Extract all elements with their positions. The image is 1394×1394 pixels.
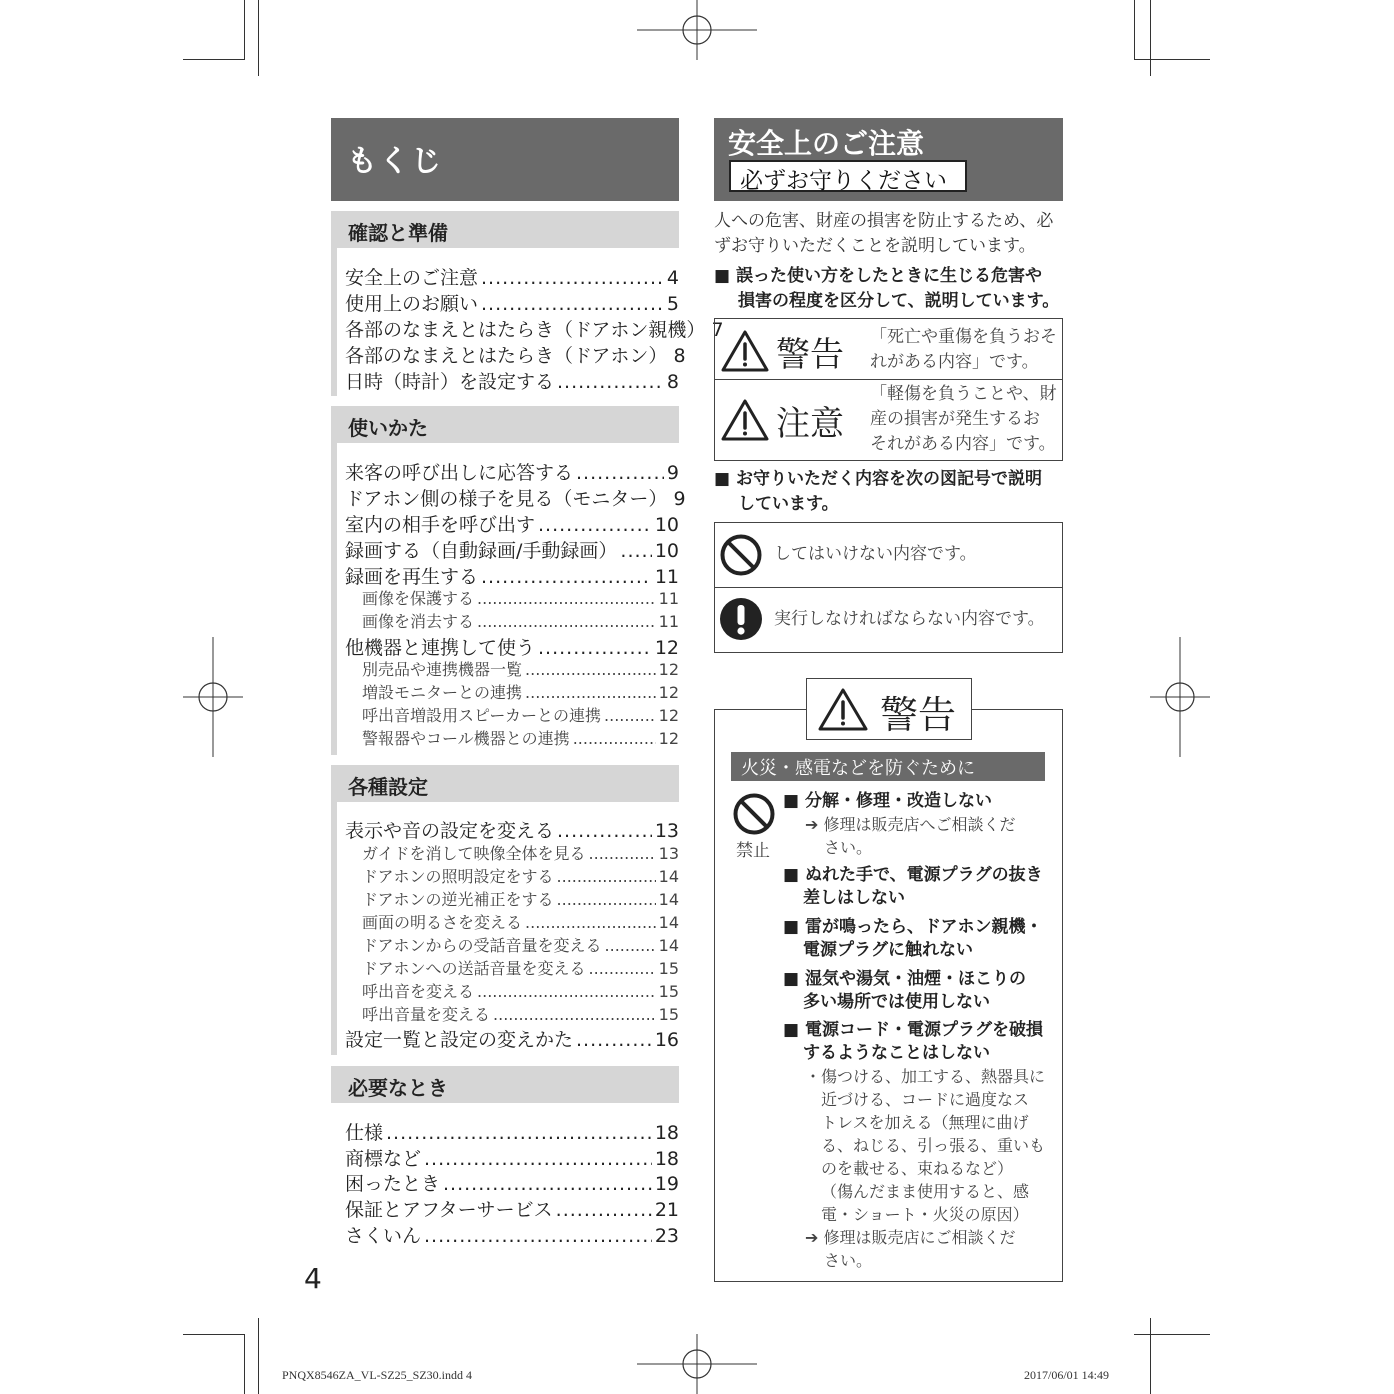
caution-description-line: それがある内容」です。 — [870, 434, 1056, 454]
toc-entry-page: 10 — [654, 514, 679, 536]
toc-entry[interactable] — [345, 289, 679, 315]
toc-entry-label: ガイドを消して映像全体を見る — [362, 844, 586, 863]
crop-mark — [183, 1334, 245, 1335]
toc-entry-label: 録画する（自動録画/手動録画） — [345, 540, 618, 562]
warning-detail-line: ・傷つける、加工する、熱器具に — [805, 1067, 1046, 1086]
toc-entry-label: ドアホンの逆光補正をする — [362, 890, 554, 909]
toc-entry[interactable] — [345, 1221, 679, 1247]
registration-mark-right — [1150, 637, 1210, 757]
safety-subtitle-box — [729, 160, 967, 192]
warning-item-line: 電源プラグに触れない — [803, 940, 973, 960]
crop-mark — [244, 1334, 245, 1394]
safety-intro — [714, 209, 1053, 259]
table-divider — [714, 587, 1063, 588]
warning-label: 警告 — [776, 335, 844, 375]
fire-shock-heading: 火災・感電などを防ぐために — [741, 758, 975, 779]
toc-entry[interactable] — [345, 341, 686, 367]
prohibition-caption: 禁止 — [736, 841, 770, 861]
toc-section-heading-text: 各種設定 — [348, 775, 428, 799]
toc-entry-label: 設定一覧と設定の変えかた — [345, 1029, 574, 1051]
warning-item-line: するようなことはしない — [803, 1043, 990, 1063]
toc-subentry[interactable] — [362, 910, 679, 933]
safety-title: 安全上のご注意 — [728, 127, 925, 160]
toc-entry-label: 他機器と連携して使う — [345, 637, 536, 659]
toc-entry-label: 使用上のお願い — [345, 293, 479, 315]
toc-entry-label: 録画を再生する — [345, 566, 479, 588]
page-number: 4 — [304, 1262, 322, 1295]
toc-entry-page: 12 — [658, 660, 679, 679]
levels-heading-line: 損害の程度を区分して、説明しています。 — [738, 291, 1060, 311]
toc-entry-label: 各部のなまえとはたらき（ドアホン親機） — [345, 319, 706, 341]
safety-intro-line: ずお守りいただくことを説明しています。 — [714, 236, 1036, 256]
warning-item — [783, 1019, 1043, 1065]
toc-entry-label: ドアホン側の様子を見る（モニター） — [345, 488, 668, 510]
toc-entry-label: 各部のなまえとはたらき（ドアホン） — [345, 345, 668, 367]
warning-description-line: れがある内容」です。 — [870, 352, 1039, 372]
safety-subtitle: 必ずお守りください — [740, 168, 947, 194]
toc-section-heading — [331, 765, 679, 802]
toc-entry-label: 商標など — [345, 1148, 422, 1170]
registration-mark-left — [183, 637, 243, 757]
symbols-heading — [714, 467, 1042, 517]
toc-entry-label: さくいん — [345, 1225, 422, 1247]
warning-triangle-icon — [817, 687, 869, 733]
warning-item-line: ■ 電源コード・電源プラグを破損 — [783, 1020, 1043, 1040]
toc-entry-label: 増設モニターとの連携 — [362, 683, 523, 702]
prohibition-icon — [732, 792, 776, 836]
toc-section-heading — [331, 1066, 679, 1103]
toc-entry-label: 警報器やコール機器との連携 — [362, 729, 570, 748]
toc-subentry[interactable] — [362, 956, 679, 979]
toc-entry-page: 15 — [658, 1005, 679, 1024]
safety-title-banner — [714, 118, 1063, 201]
toc-subentry[interactable] — [362, 657, 679, 680]
warning-item — [783, 916, 1042, 962]
toc-entry-label: 呼出音を変える — [362, 982, 475, 1001]
toc-subentry[interactable] — [362, 1002, 679, 1025]
toc-subentry[interactable] — [362, 933, 679, 956]
toc-entry[interactable] — [345, 263, 679, 289]
toc-section-bar — [331, 443, 337, 755]
warning-item-line: ■ 湿気や湯気・油煙・ほこりの — [783, 969, 1026, 989]
toc-entry[interactable] — [345, 1144, 679, 1170]
levels-heading — [714, 264, 1059, 314]
mandatory-icon — [719, 597, 763, 641]
warning-detail-line: （傷んだまま使用すると、感 — [821, 1182, 1030, 1201]
caution-description-line: 産の損害が発生するお — [870, 409, 1040, 429]
warning-detail-line: のを載せる、束ねるなど） — [821, 1159, 1014, 1178]
toc-entry-label: 表示や音の設定を変える — [345, 820, 555, 842]
warning-item-note: ➔ 修理は販売店へご相談くだ — [805, 815, 1016, 834]
toc-entry-page: 19 — [654, 1173, 679, 1195]
warning-detail-line: 近づける、コードに過度なス — [821, 1090, 1030, 1109]
toc-entry-page: 21 — [654, 1199, 679, 1221]
crop-mark — [1150, 1318, 1151, 1394]
crop-mark — [1134, 0, 1135, 60]
warning-detail-line: トレスを加える（無理に曲げ — [821, 1113, 1029, 1132]
toc-section-bar — [331, 802, 337, 1055]
warning-item-line: ■ 雷が鳴ったら、ドアホン親機・ — [783, 917, 1043, 937]
warning-box-label: 警告 — [880, 693, 957, 737]
table-divider — [714, 379, 1063, 380]
toc-entry[interactable] — [345, 536, 679, 562]
toc-subentry[interactable] — [362, 726, 679, 749]
toc-entry-page: 15 — [658, 959, 679, 978]
toc-entry[interactable] — [345, 562, 679, 588]
toc-section-heading — [331, 211, 679, 248]
crop-mark — [1134, 59, 1210, 60]
toc-entry-page: 10 — [654, 540, 679, 562]
toc-subentry[interactable] — [362, 864, 679, 887]
crop-mark — [244, 0, 245, 60]
footer-timestamp: 2017/06/01 14:49 — [1024, 1368, 1110, 1382]
warning-item-line: 差しはしない — [803, 888, 905, 908]
toc-entry-page: 13 — [654, 820, 679, 842]
footer-file-info: PNQX8546ZA_VL-SZ25_SZ30.indd 4 — [282, 1368, 473, 1382]
warning-detail-line: る、ねじる、引っ張る、重いも — [821, 1136, 1046, 1155]
symbols-heading-line: しています。 — [738, 494, 839, 514]
registration-mark-top — [637, 0, 757, 60]
warning-item-line: 多い場所では使用しない — [803, 992, 990, 1012]
mandatory-description: 実行しなければならない内容です。 — [774, 609, 1045, 629]
toc-entry-page: 14 — [658, 867, 679, 886]
toc-entry[interactable] — [345, 633, 679, 659]
toc-entry-label: 画面の明るさを変える — [362, 913, 523, 932]
toc-title-banner — [331, 118, 679, 201]
warning-item — [783, 968, 1026, 1014]
toc-entry-label: 安全上のご注意 — [345, 267, 479, 289]
toc-entry[interactable] — [345, 1025, 679, 1051]
crop-mark — [258, 0, 259, 76]
warning-item-line: ■ ぬれた手で、電源プラグの抜き — [783, 865, 1043, 885]
warning-triangle-icon — [720, 329, 770, 373]
toc-entry-page: 12 — [654, 637, 679, 659]
toc-entry-page: 18 — [654, 1122, 679, 1144]
toc-subentry[interactable] — [362, 887, 679, 910]
toc-entry-page: 4 — [666, 267, 679, 289]
toc-entry-label: 仕様 — [345, 1122, 384, 1144]
crop-mark — [183, 59, 245, 60]
toc-entry-page: 8 — [673, 345, 686, 367]
toc-subentry[interactable] — [362, 609, 679, 632]
toc-entry-page: 12 — [658, 729, 679, 748]
crop-mark — [1134, 1334, 1210, 1335]
caution-description-line: 「軽傷を負うことや、財 — [870, 384, 1057, 404]
warning-box-title — [806, 678, 972, 740]
prohibition-icon — [719, 533, 763, 577]
crop-mark — [258, 1318, 259, 1394]
toc-section-heading — [331, 406, 679, 443]
caution-description — [870, 382, 1057, 457]
toc-title: もくじ — [347, 144, 443, 179]
toc-entry-page: 23 — [654, 1225, 679, 1247]
prohibition-description: してはいけない内容です。 — [774, 544, 977, 564]
caution-label: 注意 — [776, 404, 844, 444]
toc-entry-page: 12 — [658, 706, 679, 725]
toc-entry-page: 14 — [658, 890, 679, 909]
toc-entry-page: 16 — [654, 1029, 679, 1051]
toc-subentry[interactable] — [362, 703, 679, 726]
toc-entry[interactable] — [345, 816, 679, 842]
toc-entry-label: 別売品や連携機器一覧 — [362, 660, 523, 679]
toc-entry-page: 5 — [666, 293, 679, 315]
toc-subentry[interactable] — [362, 979, 679, 1002]
toc-entry[interactable] — [345, 315, 724, 341]
toc-entry-page: 11 — [654, 566, 679, 588]
caution-triangle-icon — [720, 398, 770, 442]
warning-description-line: 「死亡や重傷を負うおそ — [870, 327, 1057, 347]
toc-entry-label: 室内の相手を呼び出す — [345, 514, 536, 536]
warning-item-details — [805, 1065, 1045, 1272]
toc-section-heading-text: 必要なとき — [348, 1076, 448, 1100]
toc-entry-page: 12 — [658, 683, 679, 702]
toc-entry-label: 困ったとき — [345, 1173, 441, 1195]
warning-item: ■ 分解・修理・改造しない — [783, 791, 992, 811]
toc-entry-label: 呼出音増設用スピーカーとの連携 — [362, 706, 602, 725]
toc-entry[interactable] — [345, 367, 679, 393]
toc-entry-label: 保証とアフターサービス — [345, 1199, 553, 1221]
crop-mark — [1150, 0, 1151, 76]
toc-entry[interactable] — [345, 458, 679, 484]
safety-intro-line: 人への危害、財産の損害を防止するため、必 — [714, 211, 1054, 231]
levels-heading-line: ■ 誤った使い方をしたときに生じる危害や — [714, 266, 1042, 286]
warning-detail-line: さい。 — [824, 1251, 873, 1270]
toc-entry-label: ドアホンからの受話音量を変える — [362, 936, 602, 955]
toc-entry[interactable] — [345, 1118, 679, 1144]
toc-section-heading-text: 確認と準備 — [348, 221, 448, 245]
toc-section-bar — [331, 248, 337, 396]
toc-entry-page: 11 — [658, 612, 679, 631]
fire-shock-heading-bar — [731, 752, 1045, 781]
toc-entry[interactable] — [345, 484, 686, 510]
toc-subentry[interactable] — [362, 841, 679, 864]
warning-detail-line: ➔ 修理は販売店にご相談くだ — [805, 1228, 1016, 1247]
toc-entry-label: 日時（時計）を設定する — [345, 371, 555, 393]
toc-entry-label: 来客の呼び出しに応答する — [345, 462, 574, 484]
toc-entry[interactable] — [345, 1169, 679, 1195]
toc-entry-page: 13 — [658, 844, 679, 863]
toc-entry[interactable] — [345, 510, 679, 536]
toc-entry-page: 7 — [711, 319, 724, 341]
toc-entry-label: 画像を消去する — [362, 612, 475, 631]
toc-entry-page: 18 — [654, 1148, 679, 1170]
toc-entry-page: 11 — [658, 589, 679, 608]
toc-entry-label: 画像を保護する — [362, 589, 475, 608]
toc-entry-page: 8 — [666, 371, 679, 393]
registration-mark-bottom — [637, 1334, 757, 1394]
toc-entry-page: 14 — [658, 913, 679, 932]
warning-item — [783, 864, 1043, 910]
toc-entry-label: 呼出音量を変える — [362, 1005, 491, 1024]
toc-section-heading-text: 使いかた — [348, 416, 428, 440]
toc-entry-label: ドアホンへの送話音量を変える — [362, 959, 586, 978]
toc-entry-label: ドアホンの照明設定をする — [362, 867, 554, 886]
toc-entry-page: 9 — [673, 488, 686, 510]
toc-entry[interactable] — [345, 1195, 679, 1221]
toc-entry-page: 15 — [658, 982, 679, 1001]
toc-entry-page: 9 — [666, 462, 679, 484]
warning-detail-line: 電・ショート・火災の原因） — [821, 1205, 1029, 1224]
symbols-heading-line: ■ お守りいただく内容を次の図記号で説明 — [714, 469, 1042, 489]
toc-entry-page: 14 — [658, 936, 679, 955]
toc-subentry[interactable] — [362, 680, 679, 703]
warning-description — [870, 325, 1057, 375]
warning-item-note: さい。 — [824, 838, 873, 857]
toc-subentry[interactable] — [362, 586, 679, 609]
